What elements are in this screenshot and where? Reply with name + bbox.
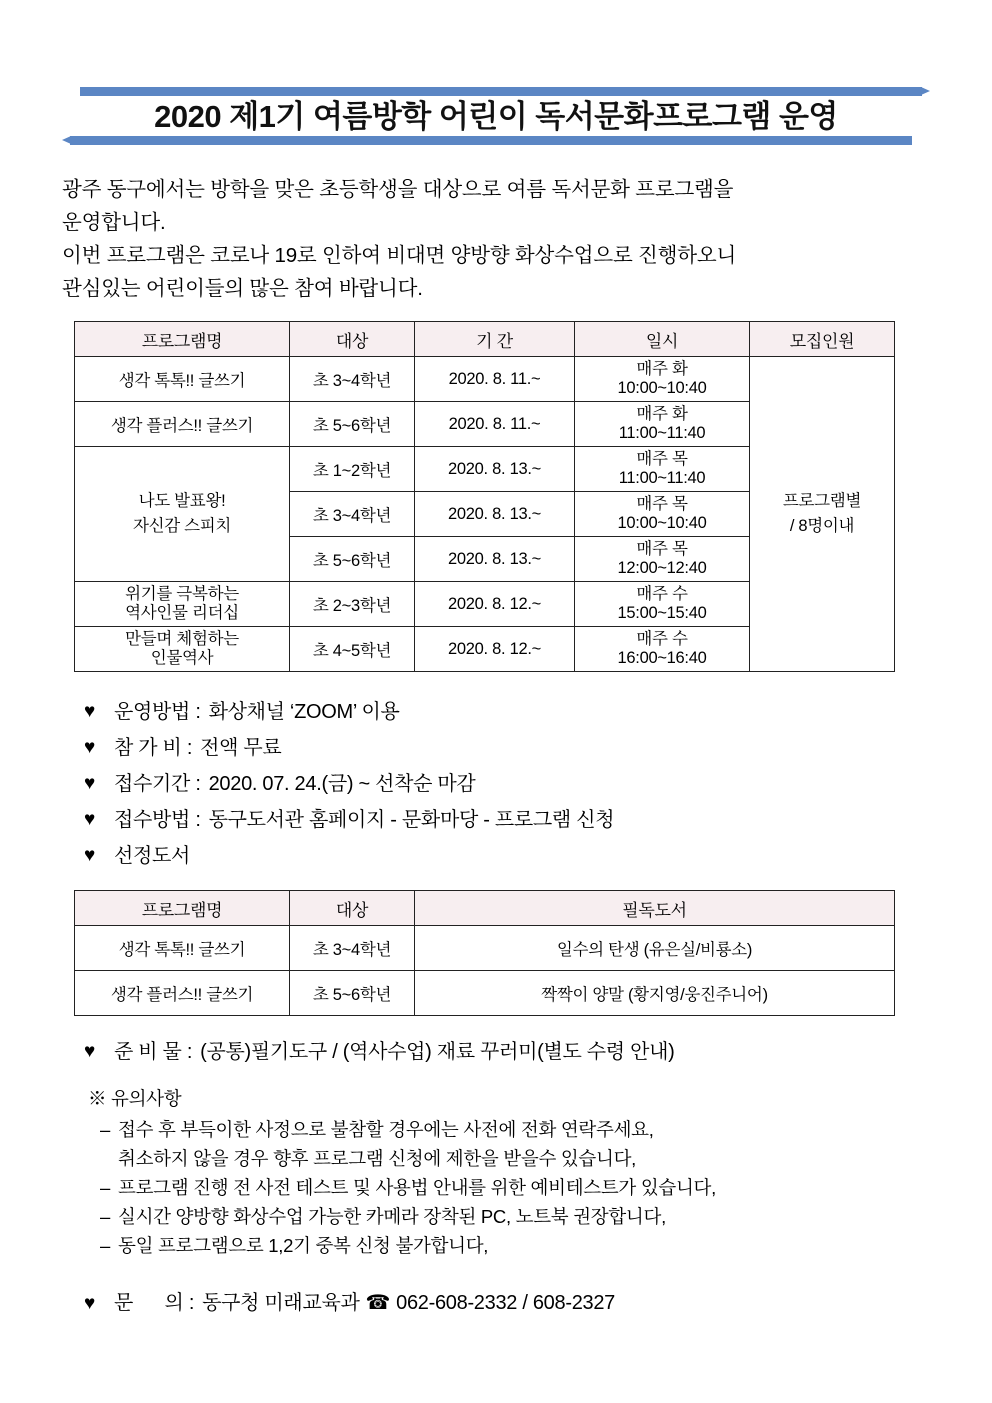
datetime-range: 16:00~16:40 [617,649,707,667]
cell-program: 생각 플러스!! 글쓰기 [75,402,290,447]
title-banner [62,85,930,147]
note-text: 프로그램 진행 전 사전 테스트 및 사용법 안내를 위한 예비테스트가 있습니다, [118,1177,716,1198]
cell-period: 2020. 8. 13.~ [415,537,575,582]
intro-line-1: 광주 동구에서는 방학을 맞은 초등학생을 대상으로 여름 독서문화 프로그램을 [62,178,734,201]
program-line-1: 만들며 체험하는 [125,630,239,648]
datetime-day: 매주 목 [636,450,688,468]
col-program: 프로그램명 [75,891,290,926]
bullet-label: 참 가 비 : [114,737,193,759]
list-item [84,694,930,730]
cell-period: 2020. 8. 13.~ [415,447,575,492]
note-item [100,1202,930,1231]
table-row [75,926,895,971]
cell-datetime [575,582,750,627]
datetime-day: 매주 목 [636,495,688,513]
cell-program: 생각 톡톡!! 글쓰기 [75,926,290,971]
cell-book: 짝짝이 양말 (황지영/웅진주니어) [415,971,895,1016]
info-bullet-list [84,694,930,874]
bullet-value: 2020. 07. 24.(금) ~ 선착순 마감 [208,773,476,795]
datetime-day: 매주 수 [636,585,688,603]
notes-section [88,1084,930,1260]
table-row [75,971,895,1016]
intro-line-4: 관심있는 어린이들의 많은 참여 바랍니다. [62,277,423,300]
cell-program [75,447,290,582]
required-books-table [74,890,895,1016]
cell-target: 초 5~6학년 [290,537,415,582]
cell-target: 초 3~4학년 [290,492,415,537]
table-header-row [75,891,895,926]
cell-datetime [575,447,750,492]
col-period: 기 간 [415,322,575,357]
cell-program: 생각 플러스!! 글쓰기 [75,971,290,1016]
col-program: 프로그램명 [75,322,290,357]
list-item [84,802,930,838]
dash-marker: – [100,1235,110,1256]
note-item [100,1115,930,1173]
bullet-value: 동구도서관 홈페이지 - 문화마당 - 프로그램 신청 [208,809,615,831]
cell-period: 2020. 8. 12.~ [415,627,575,672]
program-line-1: 나도 발표왕! [138,492,226,510]
note-line-1: 접수 후 부득이한 사정으로 불참할 경우에는 사전에 전화 연락주세요, [118,1119,654,1140]
table-row [75,357,895,402]
schedule-table [74,321,895,672]
cell-datetime [575,537,750,582]
contact-label: 문 의 : [114,1292,195,1314]
datetime-range: 12:00~12:40 [617,559,707,577]
program-line-2: 인물역사 [150,649,214,667]
datetime-range: 10:00~10:40 [617,514,707,532]
contact-org: 동구청 미래교육과 [202,1292,360,1314]
bullet-label: 선정도서 [114,845,191,867]
capacity-line-1: 프로그램별 [782,492,862,510]
program-line-2: 역사인물 리더십 [125,604,239,622]
program-line-1: 위기를 극복하는 [125,585,239,603]
book-table-wrapper [62,890,930,1016]
cell-datetime [575,492,750,537]
heart-icon: ♥ [84,701,95,722]
dash-marker: – [100,1119,110,1140]
cell-datetime [575,627,750,672]
note-item [100,1173,930,1202]
col-datetime: 일시 [575,322,750,357]
cell-target: 초 3~4학년 [290,926,415,971]
heart-icon: ♥ [84,845,95,866]
datetime-day: 매주 수 [636,630,688,648]
contact-phone: 062-608-2332 / 608-2327 [396,1292,615,1314]
cell-target: 초 4~5학년 [290,627,415,672]
dash-marker: – [100,1177,110,1198]
list-item [84,730,930,766]
heart-icon: ♥ [84,737,95,758]
bullet-label: 접수방법 : [114,809,201,831]
bullet-label: 접수기간 : [114,773,201,795]
cell-datetime [575,357,750,402]
heart-icon: ♥ [84,773,95,794]
cell-period: 2020. 8. 11.~ [415,402,575,447]
cell-period: 2020. 8. 12.~ [415,582,575,627]
cell-target: 초 2~3학년 [290,582,415,627]
intro-line-3: 이번 프로그램은 코로나 19로 인하여 비대면 양방향 화상수업으로 진행하오니 [62,244,737,267]
heart-icon: ♥ [84,809,95,830]
supplies-label: 준 비 물 : [114,1041,193,1063]
bullet-value: 전액 무료 [200,737,282,759]
contact-line [84,1286,930,1322]
cell-datetime [575,402,750,447]
cell-program: 생각 톡톡!! 글쓰기 [75,357,290,402]
bullet-value: 화상채널 ‘ZOOM’ 이용 [208,701,400,723]
cell-program [75,582,290,627]
intro-paragraph [62,173,930,305]
notes-heading: ※ 유의사항 [88,1088,182,1109]
col-target: 대상 [290,891,415,926]
list-item [84,1034,930,1070]
cell-period: 2020. 8. 11.~ [415,357,575,402]
col-book: 필독도서 [415,891,895,926]
cell-target: 초 3~4학년 [290,357,415,402]
supplies-section [84,1034,930,1070]
datetime-day: 매주 목 [636,540,688,558]
bullet-label: 운영방법 : [114,701,201,723]
col-target: 대상 [290,322,415,357]
note-text: 실시간 양방향 화상수업 가능한 카메라 장착된 PC, 노트북 권장합니다, [118,1206,666,1227]
page-title: 2020 제1기 여름방학 어린이 독서문화프로그램 운영 [154,99,838,134]
cell-target: 초 5~6학년 [290,402,415,447]
capacity-line-2: / 8명이내 [789,517,855,535]
banner-stripe-bottom [70,136,912,145]
note-text [118,1115,930,1173]
datetime-range: 11:00~11:40 [618,469,706,487]
datetime-day: 매주 화 [636,360,688,378]
cell-target: 초 1~2학년 [290,447,415,492]
cell-book: 일수의 탄생 (유은실/비룡소) [415,926,895,971]
datetime-range: 15:00~15:40 [617,604,707,622]
list-item [84,766,930,802]
note-line-2: 취소하지 않을 경우 향후 프로그램 신청에 제한을 받을수 있습니다, [118,1148,636,1169]
datetime-day: 매주 화 [636,405,688,423]
datetime-range: 11:00~11:40 [618,424,706,442]
supplies-value: (공통)필기도구 / (역사수업) 재료 꾸러미(별도 수령 안내) [200,1041,675,1063]
note-text: 동일 프로그램으로 1,2기 중복 신청 불가합니다, [118,1235,489,1256]
note-item [100,1231,930,1260]
heart-icon: ♥ [84,1293,95,1314]
phone-icon: ☎ [365,1292,391,1314]
dash-marker: – [100,1206,110,1227]
program-line-2: 자신감 스피치 [132,517,232,535]
cell-target: 초 5~6학년 [290,971,415,1016]
intro-line-2: 운영합니다. [62,211,166,234]
cell-period: 2020. 8. 13.~ [415,492,575,537]
heart-icon: ♥ [84,1041,95,1062]
cell-program [75,627,290,672]
list-item [84,838,930,874]
col-capacity: 모집인원 [750,322,895,357]
cell-capacity [750,357,895,672]
table-header-row [75,322,895,357]
datetime-range: 10:00~10:40 [617,379,707,397]
